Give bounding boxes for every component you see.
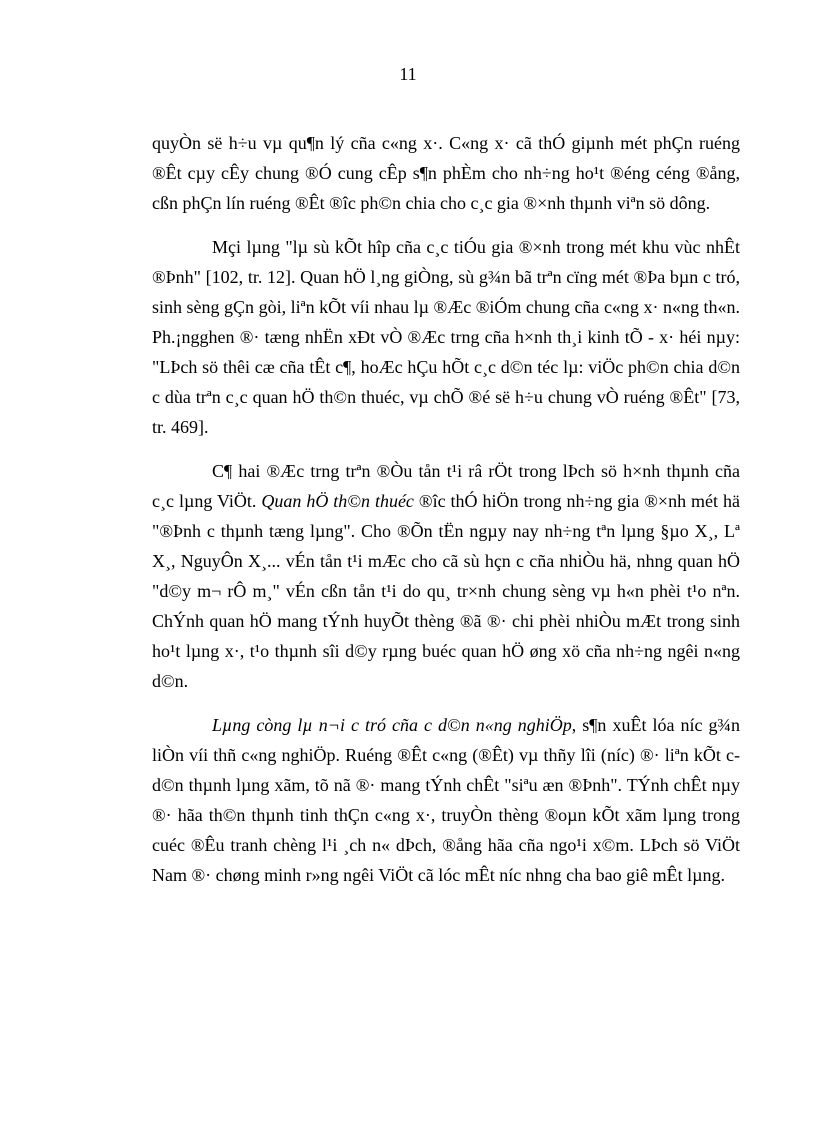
paragraph-3-italic-phrase: Quan hÖ th©n thuéc — [261, 491, 414, 511]
paragraph-4-italic-phrase: Lµng còng lµ n¬i c tró cña c d©n n«ng nghiÖp — [212, 715, 572, 735]
body-text — [152, 128, 740, 904]
paragraph-4 — [152, 710, 740, 890]
paragraph-3-rest: ®îc thÓ hiÖn trong nh÷ng gia ®×nh mét hä "®Þnh c thµnh tæng lµng". Cho ®Õn tËn ngµy nay nh÷ng tªn lµng §µo X¸, Lª X¸, NguyÔn X¸... vÉn tån t¹i mÆc cho cã sù hçn c cña nhiÒu hä, nhng quan hÖ "d©y m¬ rÔ m¸" vÉn cßn tån t¹i do qu¸ tr×nh chung sèng vµ h«n phèi t¹o nªn. ChÝnh quan hÖ mang tÝnh huyÕt thèng ®ã ®· chi phèi nhiÒu mÆt trong sinh ho¹t lµng x·, t¹o thµnh sîi d©y rµng buéc quan hÖ øng xö cña nh÷ng ngêi n«ng d©n. — [152, 491, 741, 691]
paragraph-3 — [152, 456, 740, 696]
paragraph-2: Mçi lµng "lµ sù kÕt hîp cña c¸c tiÓu gia ®×nh trong mét khu vùc nhÊt ®Þnh" [102, tr. 12]. Quan hÖ l¸ng giÒng, sù g¾n bã trªn cïng mét ®Þa bµn c tró, sinh sèng gÇn gòi, liªn kÕt víi nhau lµ ®Æc ®iÓm chung cña c«ng x· n«ng th«n. Ph.¡ngghen ®· tæng nhËn xÐt vÒ ®Æc trng cña h×nh th¸i kinh tÕ - x· héi nµy: "LÞch sö thêi cæ cña tÊt c¶, hoÆc hÇu hÕt c¸c d©n téc lµ: viÖc ph©n chia d©n c dùa trªn c¸c quan hÖ th©n thuéc, vµ chÕ ®é së h÷u chung vÒ ruéng ®Êt" [73, tr. 469]. — [152, 237, 740, 437]
paragraph-3-lead: C¶ hai ®Æc trng trªn ®Òu tån t¹i râ rÖt trong lÞch sö h×nh thµnh cña c¸c lµng ViÖt. — [152, 461, 740, 511]
page-number: 11 — [399, 64, 417, 84]
paragraph-4-rest: , s¶n xuÊt lóa níc g¾n liÒn víi thñ c«ng nghiÖp. Ruéng ®Êt c«ng (®Êt) vµ thñy lîi (níc) ®· liªn kÕt c d©n thµnh lµng xãm, tõ nã ®· mang tÝnh chÊt "siªu æn ®Þnh". TÝnh chÊt nµy ®· hãa th©n thµnh tinh thÇn c«ng x·, truyÒn thèng ®oµn kÕt xãm lµng trong cuéc ®Êu tranh chèng l¹i ¸ch n« dÞch, ®ång hãa cña ngo¹i x©m. LÞch sö ViÖt Nam ®· chøng minh r»ng ngêi ViÖt cã lóc mÊt níc nhng cha bao giê mÊt lµng. — [152, 715, 740, 885]
paragraph-1: quyÒn së h÷u vµ qu¶n lý cña c«ng x·. C«ng x· cã thÓ giµnh mét phÇn ruéng ®Êt cµy cÊy chung ®Ó cung cÊp s¶n phÈm cho nh÷ng ho¹t ®éng céng ®ång, cßn phÇn lín ruéng ®Êt ®îc ph©n chia cho c¸c gia ®×nh thµnh viªn sö dông. — [152, 133, 740, 213]
